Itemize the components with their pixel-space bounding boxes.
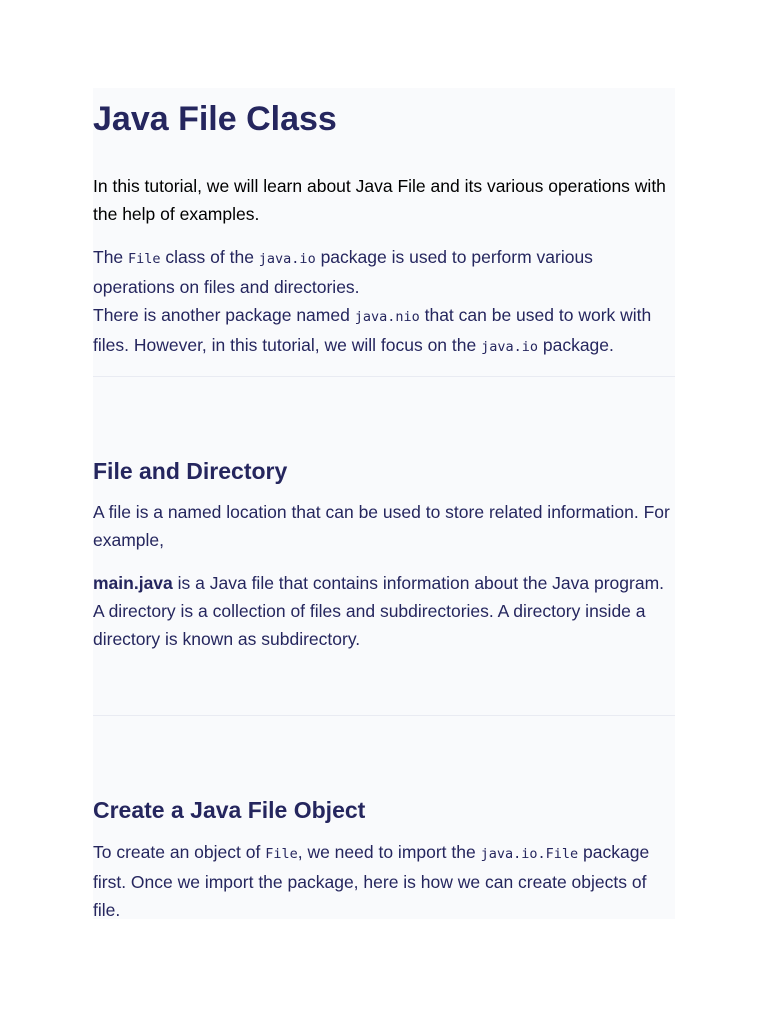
code-file: File: [128, 251, 161, 267]
code-java-nio: java.nio: [354, 309, 420, 325]
code-java-io: java.io: [258, 251, 316, 267]
text: class of the: [160, 247, 259, 267]
code-file: File: [265, 846, 298, 862]
text: is a Java file that contains information about the Java program.: [172, 573, 665, 593]
intro-paragraph: In this tutorial, we will learn about Java File and its various operations with the help of examples.: [93, 176, 666, 224]
file-class-paragraph: [93, 243, 675, 301]
main-java-paragraph: [93, 569, 675, 597]
bold-main-java: main.java: [93, 573, 173, 593]
file-definition-paragraph: A file is a named location that can be used to store related information. For example,: [93, 502, 670, 550]
create-object-paragraph: [93, 838, 675, 919]
file-directory-heading: File and Directory: [93, 458, 288, 484]
text: package first. Once we import the package, here is how we can create objects of file.: [93, 842, 650, 919]
text: package.: [538, 335, 614, 355]
code-java-io: java.io: [481, 339, 538, 355]
file-directory-section: [93, 377, 675, 715]
create-object-section: [93, 716, 675, 919]
text: package is used to perform various operations on files and directories.: [93, 247, 593, 297]
text: , we need to import the: [297, 842, 481, 862]
text: The: [93, 247, 129, 267]
text: There is another package named: [93, 305, 355, 325]
page-title: Java File Class: [93, 100, 337, 138]
directory-paragraph: A directory is a collection of files and subdirectories. A directory inside a directory is known as subdirectory.: [93, 601, 646, 649]
java-nio-paragraph: [93, 301, 675, 361]
text: that can be used to work with files. However, in this tutorial, we will focus on the: [93, 305, 652, 355]
article-content: [93, 88, 675, 919]
create-object-heading: Create a Java File Object: [93, 797, 366, 823]
intro-section: [93, 88, 675, 376]
text: To create an object of: [93, 842, 266, 862]
code-java-io-file: java.io.File: [480, 846, 579, 862]
